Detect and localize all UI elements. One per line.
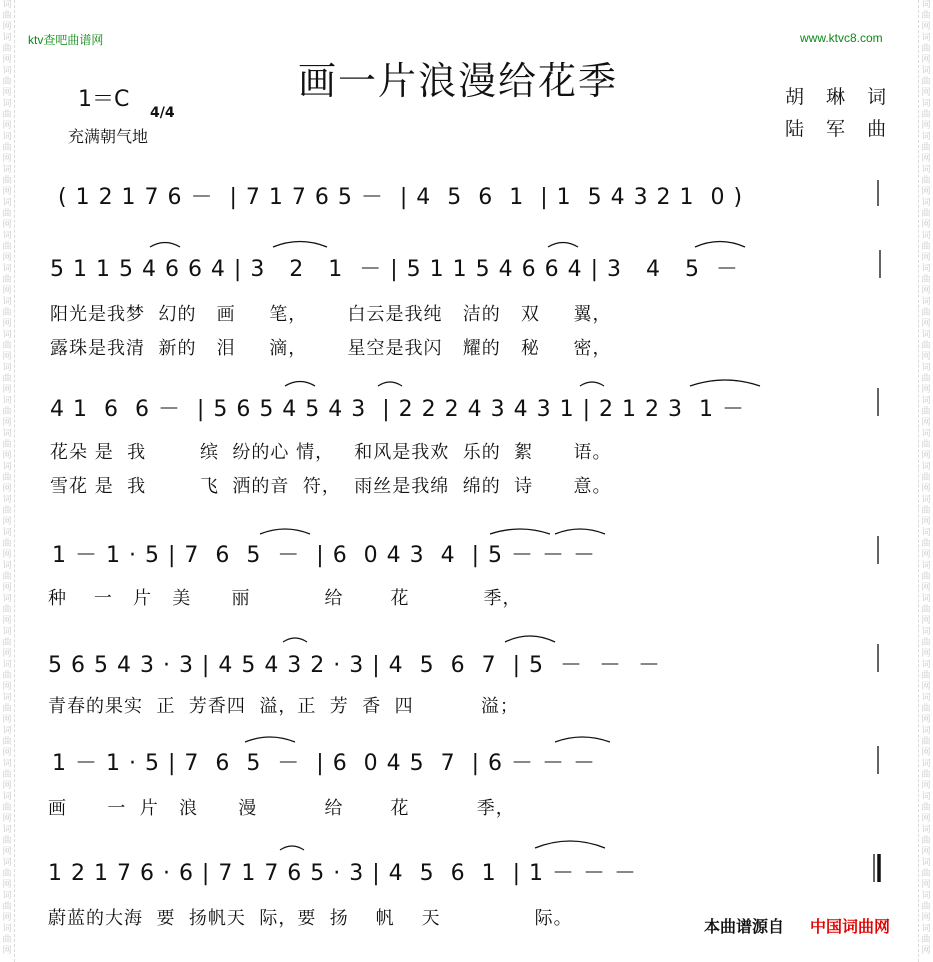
watermark-glyph: 词 xyxy=(921,528,931,538)
watermark-glyph: 词 xyxy=(2,66,12,76)
watermark-glyph: 词 xyxy=(921,429,931,439)
watermark-glyph: 词 xyxy=(2,132,12,142)
slur xyxy=(555,737,610,742)
watermark-glyph: 曲 xyxy=(2,671,12,681)
watermark-glyph: 网 xyxy=(2,154,12,164)
watermark-glyph: 网 xyxy=(921,484,931,494)
watermark-glyph: 网 xyxy=(2,913,12,923)
watermark-glyph: 网 xyxy=(2,682,12,692)
watermark-glyph: 词 xyxy=(921,33,931,43)
footer-source-label: 本曲谱源自 xyxy=(704,917,785,936)
watermark-glyph: 网 xyxy=(921,649,931,659)
watermark-glyph: 词 xyxy=(921,363,931,373)
watermark-glyph: 网 xyxy=(2,649,12,659)
watermark-glyph: 词 xyxy=(2,33,12,43)
watermark-glyph: 词 xyxy=(921,99,931,109)
watermark-glyph: 曲 xyxy=(921,704,931,714)
watermark-glyph: 网 xyxy=(921,154,931,164)
watermark-glyph: 词 xyxy=(921,0,931,10)
watermark-glyph: 曲 xyxy=(2,902,12,912)
watermark-glyph: 曲 xyxy=(2,572,12,582)
watermark-glyph: 词 xyxy=(2,891,12,901)
watermark-glyph: 网 xyxy=(2,814,12,824)
watermark-glyph: 词 xyxy=(2,693,12,703)
slur xyxy=(690,380,760,386)
watermark-glyph: 网 xyxy=(2,385,12,395)
watermark-glyph: 网 xyxy=(2,715,12,725)
watermark-glyph: 曲 xyxy=(2,704,12,714)
watermark-glyph: 曲 xyxy=(921,308,931,318)
watermark-glyph: 网 xyxy=(921,682,931,692)
watermark-glyph: 曲 xyxy=(2,407,12,417)
watermark-glyph: 词 xyxy=(2,429,12,439)
watermark-glyph: 词 xyxy=(2,297,12,307)
watermark-glyph: 曲 xyxy=(2,935,12,945)
lyrics-row-4: 种 一 片 美 丽 给 花 季， xyxy=(48,588,522,609)
site-right-url[interactable]: www.ktvc8.com xyxy=(800,31,883,45)
watermark-glyph: 曲 xyxy=(2,44,12,54)
watermark-glyph: 曲 xyxy=(2,110,12,120)
watermark-glyph: 曲 xyxy=(2,176,12,186)
watermark-glyph: 曲 xyxy=(921,44,931,54)
watermark-glyph: 曲 xyxy=(921,374,931,384)
watermark-glyph: 词 xyxy=(2,330,12,340)
watermark-glyph: 网 xyxy=(921,913,931,923)
watermark-glyph: 网 xyxy=(2,847,12,857)
watermark-glyph: 曲 xyxy=(921,869,931,879)
footer-source-site[interactable]: 中国词曲网 xyxy=(810,917,891,936)
watermark-glyph: 曲 xyxy=(921,935,931,945)
watermark-glyph: 词 xyxy=(921,726,931,736)
site-left-label[interactable]: ktv查吧曲谱网 xyxy=(28,33,104,47)
watermark-glyph: 词 xyxy=(2,858,12,868)
watermark-glyph: 网 xyxy=(921,517,931,527)
watermark-glyph: 曲 xyxy=(921,110,931,120)
watermark-glyph: 曲 xyxy=(2,737,12,747)
watermark-glyph: 网 xyxy=(921,550,931,560)
watermark-glyph: 词 xyxy=(921,462,931,472)
watermark-glyph: 曲 xyxy=(921,341,931,351)
watermark-glyph: 网 xyxy=(2,748,12,758)
watermark-glyph: 网 xyxy=(921,946,931,956)
watermark-glyph: 网 xyxy=(921,616,931,626)
watermark-glyph: 词 xyxy=(2,495,12,505)
watermark-glyph: 曲 xyxy=(921,770,931,780)
watermark-glyph: 词 xyxy=(921,660,931,670)
watermark-glyph: 词 xyxy=(2,660,12,670)
watermark-glyph: 词 xyxy=(2,363,12,373)
watermark-glyph: 网 xyxy=(2,880,12,890)
watermark-glyph: 曲 xyxy=(921,671,931,681)
slur xyxy=(695,242,745,248)
watermark-glyph: 词 xyxy=(2,594,12,604)
watermark-glyph: 曲 xyxy=(2,638,12,648)
slur xyxy=(490,529,550,534)
notes-row-1: ( 1 2 1 7 6 － | 7 1 7 6 5 － | 4 5 6 1 | 1 5 4 3 2 1 0 ) xyxy=(58,185,744,210)
watermark-glyph: 网 xyxy=(921,220,931,230)
watermark-glyph: 词 xyxy=(921,627,931,637)
slur xyxy=(283,638,307,642)
notes-row-7: 1 2 1 7 6 · 6 | 7 1 7 6 5 · 3 | 4 5 6 1 | 1 － － － xyxy=(48,861,637,886)
watermark-glyph: 曲 xyxy=(2,143,12,153)
watermark-glyph: 曲 xyxy=(921,506,931,516)
watermark-glyph: 网 xyxy=(2,352,12,362)
watermark-glyph: 曲 xyxy=(2,803,12,813)
watermark-glyph: 词 xyxy=(921,330,931,340)
watermark-glyph: 曲 xyxy=(921,836,931,846)
watermark-glyph: 词 xyxy=(921,198,931,208)
watermark-glyph: 词 xyxy=(921,792,931,802)
key-signature: 1＝C xyxy=(78,87,130,112)
watermark-glyph: 曲 xyxy=(921,11,931,21)
watermark-glyph: 曲 xyxy=(2,440,12,450)
watermark-glyph: 网 xyxy=(921,319,931,329)
watermark-glyph: 词 xyxy=(921,561,931,571)
watermark-glyph: 曲 xyxy=(2,308,12,318)
notes-row-2: 5 1 1 5 4 6 6 4 | 3 2 1 － | 5 1 1 5 4 6 6 4 | 3 4 5 － xyxy=(50,257,739,282)
watermark-glyph: 词 xyxy=(2,231,12,241)
watermark-glyph: 词 xyxy=(2,528,12,538)
watermark-glyph: 网 xyxy=(921,352,931,362)
watermark-glyph: 网 xyxy=(2,517,12,527)
watermark-glyph: 曲 xyxy=(921,407,931,417)
lyrics-row-3-verse-1: 花朵 是 我 缤 纷的心 情， 和风是我欢 乐的 絮 语。 xyxy=(50,442,612,463)
watermark-glyph: 曲 xyxy=(2,869,12,879)
watermark-glyph: 网 xyxy=(2,946,12,956)
watermark-glyph: 曲 xyxy=(921,473,931,483)
watermark-glyph: 词 xyxy=(2,198,12,208)
watermark-glyph: 曲 xyxy=(921,440,931,450)
watermark-glyph: 网 xyxy=(2,253,12,263)
watermark-glyph: 词 xyxy=(2,165,12,175)
watermark-glyph: 网 xyxy=(921,451,931,461)
watermark-glyph: 词 xyxy=(921,396,931,406)
lyrics-row-5: 青春的果实 正 芳香四 溢，正 芳 香 四 溢； xyxy=(48,696,519,717)
watermark-glyph: 网 xyxy=(2,451,12,461)
slur xyxy=(280,846,304,850)
watermark-glyph: 词 xyxy=(2,627,12,637)
watermark-glyph: 词 xyxy=(2,396,12,406)
watermark-glyph: 网 xyxy=(921,847,931,857)
watermark-glyph: 词 xyxy=(921,165,931,175)
watermark-glyph: 词 xyxy=(921,594,931,604)
slur xyxy=(548,243,578,248)
slur xyxy=(273,242,327,248)
watermark-glyph: 词 xyxy=(921,858,931,868)
watermark-glyph: 曲 xyxy=(2,209,12,219)
watermark-glyph: 曲 xyxy=(2,77,12,87)
watermark-glyph: 曲 xyxy=(921,77,931,87)
watermark-glyph: 网 xyxy=(921,121,931,131)
lyrics-row-3-verse-2: 雪花 是 我 飞 洒的音 符， 雨丝是我绵 绵的 诗 意。 xyxy=(50,476,612,497)
watermark-glyph: 曲 xyxy=(921,902,931,912)
watermark-glyph: 词 xyxy=(2,825,12,835)
watermark-glyph: 词 xyxy=(2,792,12,802)
watermark-glyph: 网 xyxy=(2,121,12,131)
watermark-glyph: 曲 xyxy=(2,275,12,285)
notes-row-3: 4 1 6 6 － | 5 6 5 4 5 4 3 | 2 2 2 4 3 4 3 1 | 2 1 2 3 1 － xyxy=(50,397,745,422)
watermark-glyph: 网 xyxy=(2,187,12,197)
watermark-glyph: 词 xyxy=(921,825,931,835)
slur xyxy=(580,382,604,386)
slur xyxy=(555,529,605,534)
watermark-glyph: 曲 xyxy=(2,473,12,483)
watermark-glyph: 曲 xyxy=(2,11,12,21)
watermark-glyph: 网 xyxy=(921,286,931,296)
watermark-glyph: 曲 xyxy=(2,605,12,615)
watermark-glyph: 曲 xyxy=(921,572,931,582)
watermark-glyph: 曲 xyxy=(921,143,931,153)
watermark-glyph: 曲 xyxy=(921,176,931,186)
watermark-glyph: 网 xyxy=(2,583,12,593)
watermark-glyph: 网 xyxy=(921,88,931,98)
watermark-glyph: 网 xyxy=(2,418,12,428)
watermark-glyph: 词 xyxy=(921,231,931,241)
tempo-marking: 充满朝气地 xyxy=(68,127,149,146)
watermark-glyph: 网 xyxy=(921,715,931,725)
watermark-glyph: 曲 xyxy=(921,209,931,219)
watermark-glyph: 词 xyxy=(921,891,931,901)
notes-row-4: 1 － 1 · 5 | 7 6 5 － | 6 0 4 3 4 | 5 － － － xyxy=(52,543,597,568)
watermark-glyph: 网 xyxy=(921,22,931,32)
slur xyxy=(260,529,310,534)
song-title: 画一片浪漫给花季 xyxy=(298,59,619,103)
watermark-glyph: 词 xyxy=(2,924,12,934)
watermark-glyph: 词 xyxy=(2,759,12,769)
watermark-glyph: 曲 xyxy=(921,605,931,615)
watermark-glyph: 曲 xyxy=(921,803,931,813)
watermark-glyph: 网 xyxy=(921,418,931,428)
watermark-glyph: 网 xyxy=(921,55,931,65)
watermark-glyph: 曲 xyxy=(2,341,12,351)
watermark-glyph: 曲 xyxy=(2,539,12,549)
lyrics-row-6: 画 一 片 浪 漫 给 花 季， xyxy=(48,798,515,819)
watermark-glyph: 网 xyxy=(921,583,931,593)
watermark-glyph: 词 xyxy=(2,264,12,274)
watermark-glyph: 曲 xyxy=(921,539,931,549)
time-signature-text: 4/4 xyxy=(150,105,175,121)
slur xyxy=(535,841,605,848)
slur xyxy=(505,636,555,642)
watermark-glyph: 网 xyxy=(2,286,12,296)
watermark-glyph: 词 xyxy=(2,99,12,109)
watermark-glyph: 词 xyxy=(921,264,931,274)
composer-credit: 陆 军 曲 xyxy=(785,118,895,140)
watermark-glyph: 词 xyxy=(2,0,12,10)
lyrics-row-7: 蔚蓝的大海 要 扬帆天 际，要 扬 帆 天 际。 xyxy=(48,908,573,929)
watermark-glyph: 词 xyxy=(921,924,931,934)
watermark-glyph: 曲 xyxy=(921,638,931,648)
slur xyxy=(285,382,315,387)
watermark-glyph: 网 xyxy=(921,187,931,197)
watermark-glyph: 网 xyxy=(2,781,12,791)
watermark-glyph: 词 xyxy=(921,759,931,769)
slur xyxy=(245,737,295,742)
watermark-glyph: 曲 xyxy=(2,242,12,252)
watermark-glyph: 曲 xyxy=(921,275,931,285)
watermark-glyph: 曲 xyxy=(921,242,931,252)
watermark-glyph: 网 xyxy=(921,385,931,395)
watermark-glyph: 曲 xyxy=(2,374,12,384)
watermark-glyph: 网 xyxy=(2,616,12,626)
lyrics-row-2-verse-1: 阳光是我梦 幻的 画 笔， 白云是我纯 洁的 双 翼， xyxy=(50,304,612,325)
watermark-glyph: 网 xyxy=(2,220,12,230)
notes-row-5: 5 6 5 4 3 · 3 | 4 5 4 3 2 · 3 | 4 5 6 7 | 5 － － － xyxy=(48,653,661,678)
notes-row-6: 1 － 1 · 5 | 7 6 5 － | 6 0 4 5 7 | 6 － － － xyxy=(52,751,597,776)
watermark-glyph: 网 xyxy=(921,253,931,263)
watermark-glyph: 网 xyxy=(921,814,931,824)
watermark-glyph: 词 xyxy=(2,561,12,571)
watermark-glyph: 词 xyxy=(921,693,931,703)
watermark-glyph: 曲 xyxy=(921,737,931,747)
watermark-glyph: 词 xyxy=(2,726,12,736)
watermark-glyph: 曲 xyxy=(2,770,12,780)
watermark-glyph: 词 xyxy=(2,462,12,472)
watermark-glyph: 网 xyxy=(921,748,931,758)
watermark-glyph: 网 xyxy=(2,88,12,98)
watermark-glyph: 网 xyxy=(2,550,12,560)
watermark-glyph: 网 xyxy=(2,484,12,494)
watermark-glyph: 曲 xyxy=(2,836,12,846)
watermark-glyph: 词 xyxy=(921,66,931,76)
watermark-glyph: 词 xyxy=(921,132,931,142)
watermark-glyph: 网 xyxy=(921,880,931,890)
slur xyxy=(150,243,180,248)
watermark-glyph: 词 xyxy=(921,297,931,307)
watermark-glyph: 曲 xyxy=(2,506,12,516)
watermark-glyph: 网 xyxy=(2,319,12,329)
lyrics-row-2-verse-2: 露珠是我清 新的 泪 滴， 星空是我闪 耀的 秘 密， xyxy=(50,338,612,359)
watermark-glyph: 网 xyxy=(2,55,12,65)
watermark-glyph: 网 xyxy=(921,781,931,791)
lyricist-credit: 胡 琳 词 xyxy=(785,86,895,108)
watermark-glyph: 词 xyxy=(921,495,931,505)
slur xyxy=(378,382,402,386)
watermark-glyph: 网 xyxy=(2,22,12,32)
